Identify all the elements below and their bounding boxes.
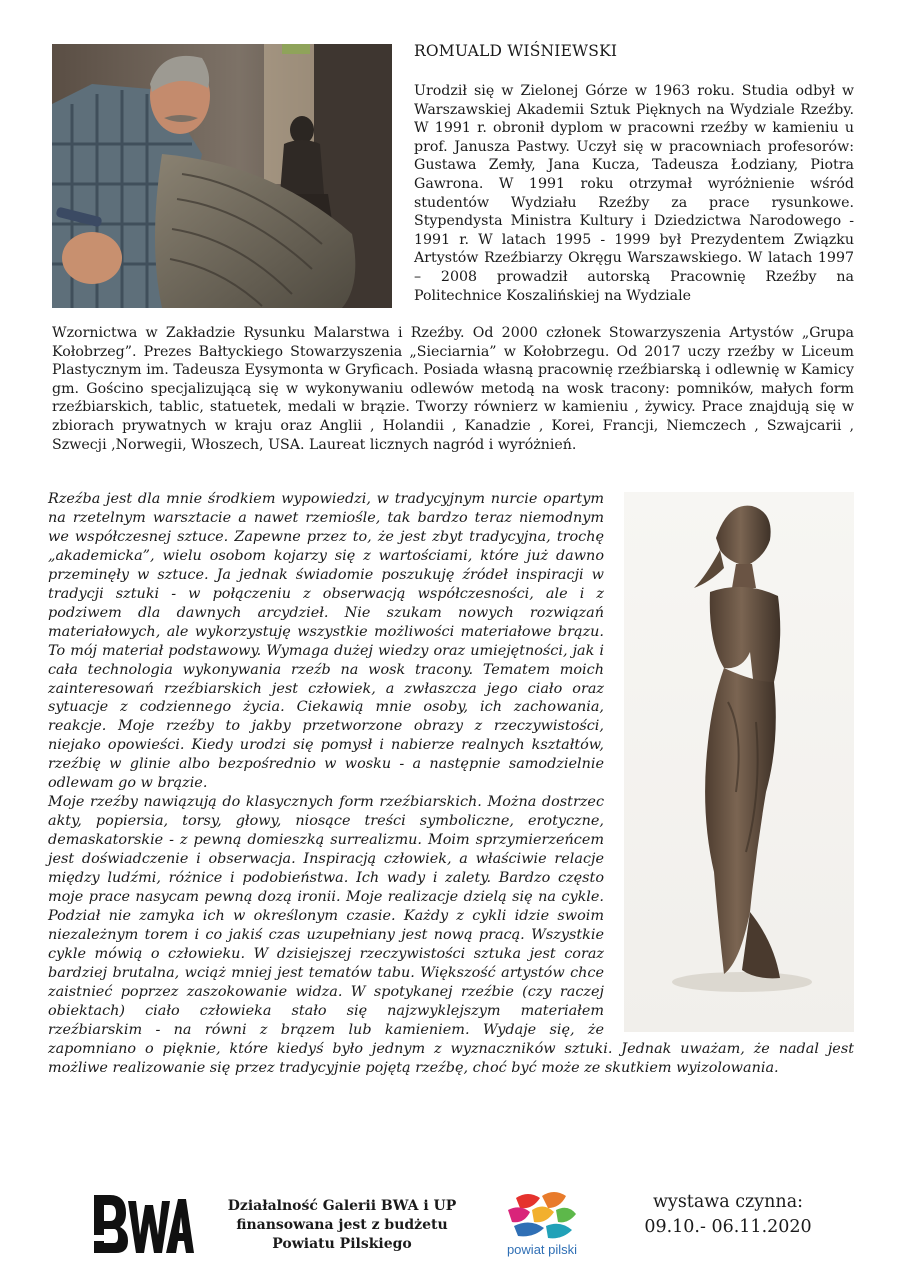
funding-note: Działalność Galerii BWA i UP finansowana jest z budżetu Powiatu Pilskiego xyxy=(227,1198,457,1252)
artist-photo xyxy=(52,44,392,308)
bio-text-column xyxy=(414,82,854,305)
sculpture-photo xyxy=(624,492,854,1032)
exhibition-dates: 09.10.- 06.11.2020 xyxy=(644,1217,812,1237)
powiat-pilski-label: powiat pilski xyxy=(506,1242,578,1257)
artist-statement-section xyxy=(48,490,854,1078)
artist-photo-illustration xyxy=(52,44,392,308)
bronze-sculpture-illustration xyxy=(624,492,854,1032)
exhibition-label: wystawa czynna: xyxy=(652,1192,804,1212)
bio-paragraph-full: Wzornictwa w Zakładzie Rysunku Malarstwa i Rzeźby. Od 2000 członek Stowarzyszenia Artystów „Grupa Kołobrzeg”. Prezes Bałtyckiego Stowarzyszenia „Sieciarnia” w Kołobrzegu. Od 2017 uczy rzeźby w Liceum Plastycznym im. Tadeusza Eysymonta w Gryficach. Posiada własną pracownię rzeźbiarską i odlewnię w Kamicy gm. Gościno specjalizującą się w wykonywaniu odlewów metodą na wosk tracony: pomników, małych form rzeźbiarskich, tablic, statuetek, medali w brązie. Tworzy równierz w kamieniu , żywicy. Prace znajdują się w zbiorach prywatnych w kraju oraz Anglii , Holandii , Kanadzie , Korei, Francji, Niemczech , Szwajcarii , Szwecji ,Norwegii, Włoszech, USA. Laureat licznych nagród i wyróżnień. xyxy=(52,325,854,453)
statement-paragraph-2: Moje rzeźby nawiązują do klasycznych form rzeźbiarskich. Można dostrzec akty, popiersia, torsy, głowy, niosące treści symboliczne, erotyczne, demaskatorskie - z pewną domieszką surrealizmu. Moim sprzymierzeńcem jest doświadczenie i obserwacja. Inspiracją człowiek, a właściwie relacje między ludźmi, różnice i podobieństwa. Ich wady i zalety. Bardzo często moje prace nasycam pewną dozą ironii. Moje realizacje dzielą się na cykle. Podział nie zamyka ich w określonym czasie. Każdy z cykli idzie swoim niezależnym torem i co jakiś czas uzupełniany jest nową pracą. Wszystkie cykle mówią o człowieku. W dzisiejszej rzeczywistości sztuka jest coraz bardziej brutalna, wciąż mniej jest tematów tabu. Większość artystów chce zaistnieć poprzez zaszokowanie widza. W spotykanej rzeźbie (czy raczej obiektach) ciało człowieka stało się najzwyklejszym materiałem rzeźbiarskim - na równi z brązem lub kamieniem. Wydaje się, że zapomniano o pięknie, które kiedyś było jednym z wyznaczników sztuki. Jednak uważam, że nadal jest możliwe realizowanie się przez tradycyjnie pojętą rzeźbę, choć być może ze skutkiem wyizolowania. xyxy=(48,794,854,1076)
bwa-logo-mark xyxy=(92,1193,194,1255)
powiat-pilski-emblem xyxy=(494,1190,590,1242)
exhibition-info xyxy=(630,1190,826,1240)
powiat-pilski-logo xyxy=(494,1190,590,1262)
artist-name: ROMUALD WIŚNIEWSKI xyxy=(414,42,618,60)
statement-paragraph-1: Rzeźba jest dla mnie środkiem wypowiedzi, w tradycyjnym nurcie opartym na rzetelnym warsztacie a nawet rzemiośle, tak bardzo teraz niemodnym we współczesnej sztuce. Zapewne przez to, że jest zbyt tradycyjna, trochę „akademicka”, wielu osobom kojarzy się z wartościami, które już dawno przeminęły w sztuce. Ja jednak świadomie poszukuję źródeł inspiracji w tradycji sztuki - w połączeniu z obserwacją współczesności, ale i z podziwem dla dawnych arcydzieł. Nie szukam nowych rozwiązań materiałowych, ale wykorzystuję wszystkie możliwości materiałowe brązu. To mój materiał podstawowy. Wymaga dużej wiedzy oraz umiejętności, jak i cała technologia wykonywania rzeźb na wosk tracony. Tematem moich zainteresowań rzeźbiarskich jest człowiek, a zwłaszcza jego ciało oraz sytuacje z codziennego życia. Ciekawią mnie osoby, ich zachowania, reakcje. Moje rzeźby to jakby przetworzone obrazy z rzeczywistości, niejako opowieści. Kiedy urodzi się pomysł i nabierze realnych kształtów, rzeźbię w glinie albo bezpośrednio w wosku - a następnie samodzielnie odlewam go w brązie. xyxy=(48,491,604,792)
bwa-logo xyxy=(92,1193,194,1255)
bio-text-full-width xyxy=(52,324,854,454)
bio-paragraph-column: Urodził się w Zielonej Górze w 1963 roku. Studia odbył w Warszawskiej Akademii Sztuk Pięknych na Wydziale Rzeźby. W 1991 r. obronił dyplom w pracowni rzeźby w kamieniu u prof. Janusza Pastwy. Uczył się w pracowniach profesorów: Gustawa Zemły, Jana Kucza, Tadeusza Łodziany, Piotra Gawrona. W 1991 roku otrzymał wyróżnienie wśród studentów Wydziału Rzeźby za prace rysunkowe. Stypendysta Ministra Kultury i Dziedzictwa Narodowego - 1991 r. W latach 1995 - 1999 był Prezydentem Związku Artystów Rzeźbiarzy Okręgu Warszawskiego. W latach 1997 – 2008 prowadził autorską Pracownię Rzeźby na Politechnice Koszalińskiej na Wydziale xyxy=(414,83,854,304)
